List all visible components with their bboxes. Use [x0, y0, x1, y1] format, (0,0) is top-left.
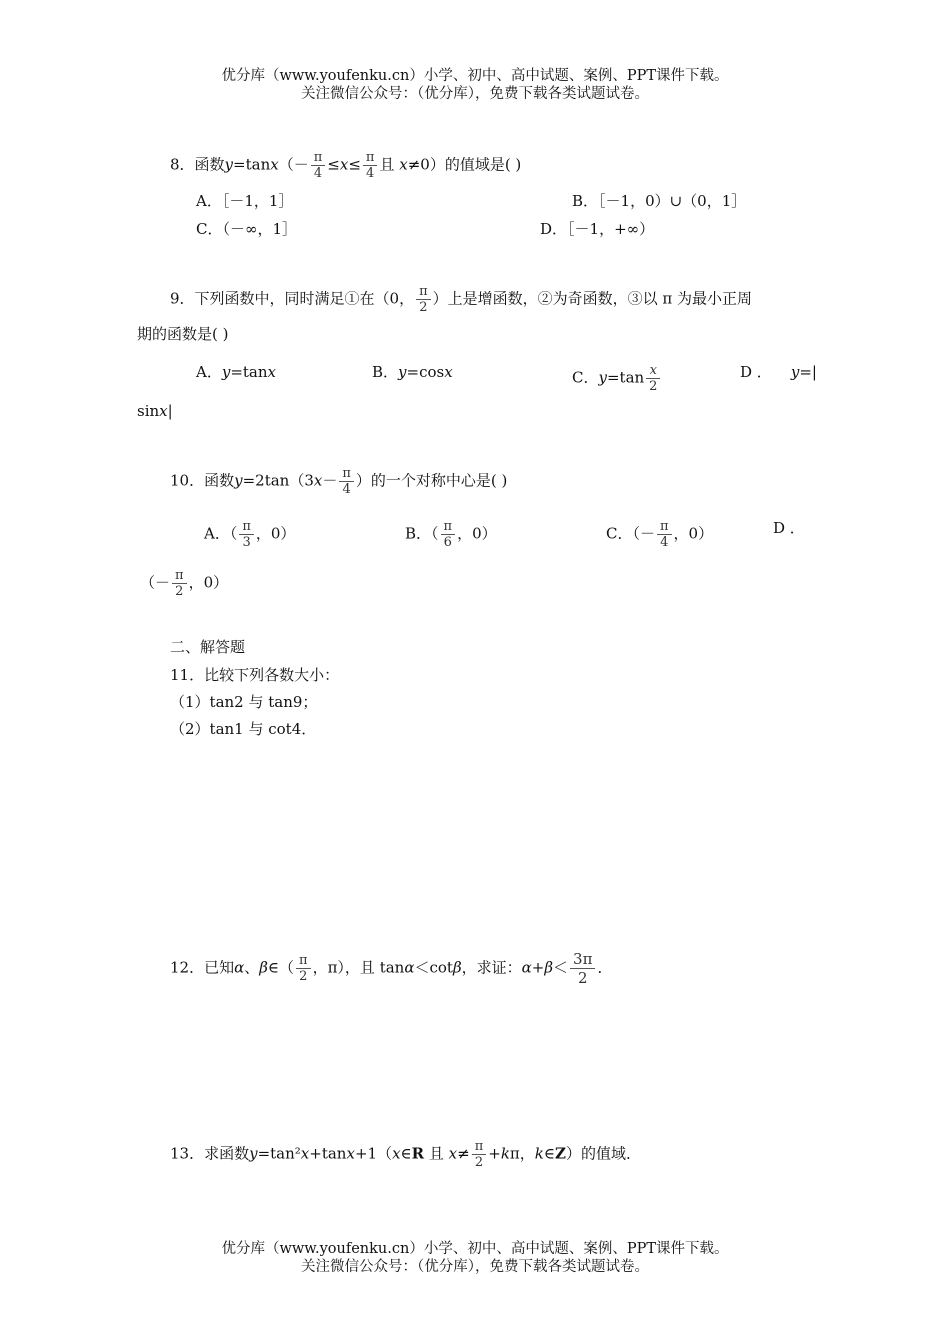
- q10-option-d-continued: （－ $\frac{\pi}{2}$ ，0）: [140, 568, 229, 599]
- footer-line-2: 关注微信公众号：（优分库），免费下载各类试题试卷。: [301, 1259, 649, 1275]
- q10-option-a: A．（ $\frac{\pi}{3}$ ，0）: [204, 519, 296, 550]
- fraction-pi-over-4: $\frac{\pi}{4}$: [363, 150, 378, 181]
- section-heading: 二、解答题: [170, 638, 246, 656]
- q9-option-c: C．y=tan $\frac{x}{2}$: [572, 363, 662, 394]
- q10-option-b: B．（ $\frac{\pi}{6}$ ，0）: [405, 519, 497, 550]
- fraction-pi-over-3: $\frac{\pi}{3}$: [239, 519, 254, 550]
- q8-option-b: B．［－1，0）∪（0，1］: [572, 192, 747, 210]
- question-10: 10．函数y=2tan（3x－ $\frac{\pi}{4}$ ）的一个对称中心是( ): [170, 466, 508, 497]
- question-11: 11．比较下列各数大小：: [170, 666, 340, 684]
- header-line-1: 优分库（www.youfenku.cn）小学、初中、高中试题、案例、PPT课件下载。: [221, 68, 729, 84]
- q8-option-d: D．［－1，+∞）: [540, 220, 655, 238]
- q9-option-a: A．y=tanx: [196, 363, 276, 381]
- question-9-line-2: 期的函数是( ): [137, 325, 229, 343]
- question-11-part-1: （1）tan2 与 tan9；: [170, 693, 318, 711]
- q9-option-d: D ． y=|: [740, 363, 817, 381]
- question-8: 8．函数y=tanx（－ $\frac{\pi}{4}$ ≤x≤ $\frac{\pi}{4}$ 且 x≠0）的值域是( ): [170, 150, 522, 181]
- q9-option-b: B．y=cosx: [372, 363, 453, 381]
- fraction-3pi-over-2: $\frac{3\pi}{2}$: [570, 950, 595, 987]
- footer-line-1: 优分库（www.youfenku.cn）小学、初中、高中试题、案例、PPT课件下载。: [221, 1241, 729, 1257]
- fraction-pi-over-2: $\frac{\pi}{2}$: [472, 1139, 487, 1170]
- header-line-2: 关注微信公众号：（优分库），免费下载各类试题试卷。: [301, 86, 649, 102]
- question-13: 13．求函数y=tan²x+tanx+1（x∈R 且 x≠ $\frac{\pi}{2}$ +kπ，k∈Z）的值域．: [170, 1139, 641, 1170]
- fraction-pi-over-6: $\frac{\pi}{6}$: [441, 519, 456, 550]
- q8-option-a: A．［－1，1］: [196, 192, 294, 210]
- fraction-pi-over-4: $\frac{\pi}{4}$: [311, 150, 326, 181]
- question-12: 12．已知α、β∈（ $\frac{\pi}{2}$ ，π），且 tanα＜cotβ，求证：α+β＜ $\frac{3\pi}{2}$ ．: [170, 950, 613, 987]
- question-9: 9．下列函数中，同时满足①在（0， $\frac{\pi}{2}$ ）上是增函数，②为奇函数，③以 π 为最小正周: [170, 284, 753, 315]
- fraction-pi-over-2: $\frac{\pi}{2}$: [296, 953, 311, 984]
- q9-option-d-continued: sinx|: [137, 402, 173, 420]
- q10-option-c: C．（－ $\frac{\pi}{4}$ ，0）: [606, 519, 714, 550]
- fraction-pi-over-4: $\frac{\pi}{4}$: [339, 466, 354, 497]
- fraction-pi-over-4: $\frac{\pi}{4}$: [657, 519, 672, 550]
- fraction-pi-over-2: $\frac{\pi}{2}$: [172, 568, 187, 599]
- fraction-x-over-2: $\frac{x}{2}$: [646, 363, 660, 394]
- question-11-part-2: （2）tan1 与 cot4．: [170, 720, 317, 738]
- fraction-pi-over-2: $\frac{\pi}{2}$: [416, 284, 431, 315]
- q8-option-c: C．（－∞，1］: [196, 220, 298, 238]
- q10-option-d: D ．: [773, 519, 805, 537]
